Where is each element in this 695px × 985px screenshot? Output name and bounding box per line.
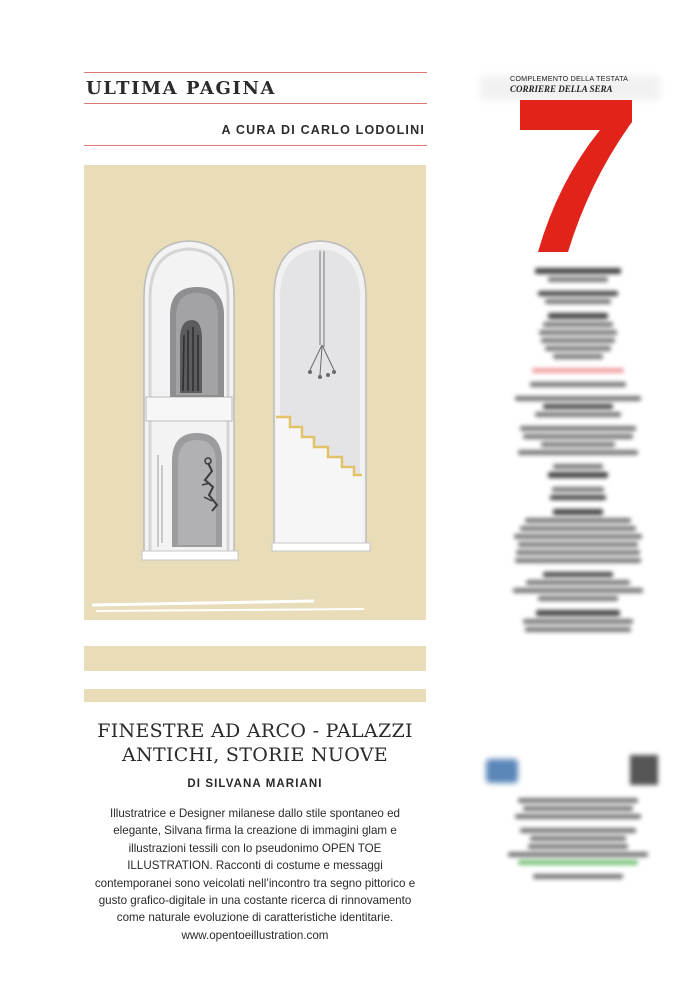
newspaper-name: CORRIERE DELLA SERA	[510, 84, 613, 94]
magazine-masthead	[510, 74, 640, 94]
colophon-footer-blurred	[488, 795, 668, 888]
arched-windows-illustration	[84, 165, 426, 702]
supplement-label: COMPLEMENTO DELLA TESTATA	[510, 74, 629, 83]
article-body: Illustratrice e Designer milanese dallo stile spontaneo ed elegante, Silvana firma la creazione di immagini glam e illustrazioni tessili con lo pseudonimo OPEN TOE ILLUSTRATION. Racconti di costume e messaggi contemporanei sono veicolati nell’incontro tra segno pittorico e gusto grafico-digitale in una costante ricerca di rinnovamento come naturale evoluzione di caratteristiche identitarie. www.opentoeillustration.com	[94, 807, 416, 942]
headline-line-1: FINESTRE AD ARCO - PALAZZI	[97, 720, 413, 742]
curator-name: A CURA DI CARLO LODOLINI	[221, 123, 425, 137]
section-title: ULTIMA PAGINA	[86, 78, 277, 99]
article-byline: DI SILVANA MARIANI	[187, 778, 323, 790]
qr-code	[630, 755, 658, 785]
colophon-logos	[486, 755, 658, 787]
magazine-number-logo	[520, 100, 632, 252]
headline-line-2: ANTICHI, STORIE NUOVE	[122, 744, 388, 766]
publisher-logo	[486, 759, 518, 783]
curator-line	[84, 112, 427, 146]
colophon-blurred	[488, 265, 668, 641]
section-header	[84, 72, 427, 104]
article-headline	[84, 719, 426, 767]
